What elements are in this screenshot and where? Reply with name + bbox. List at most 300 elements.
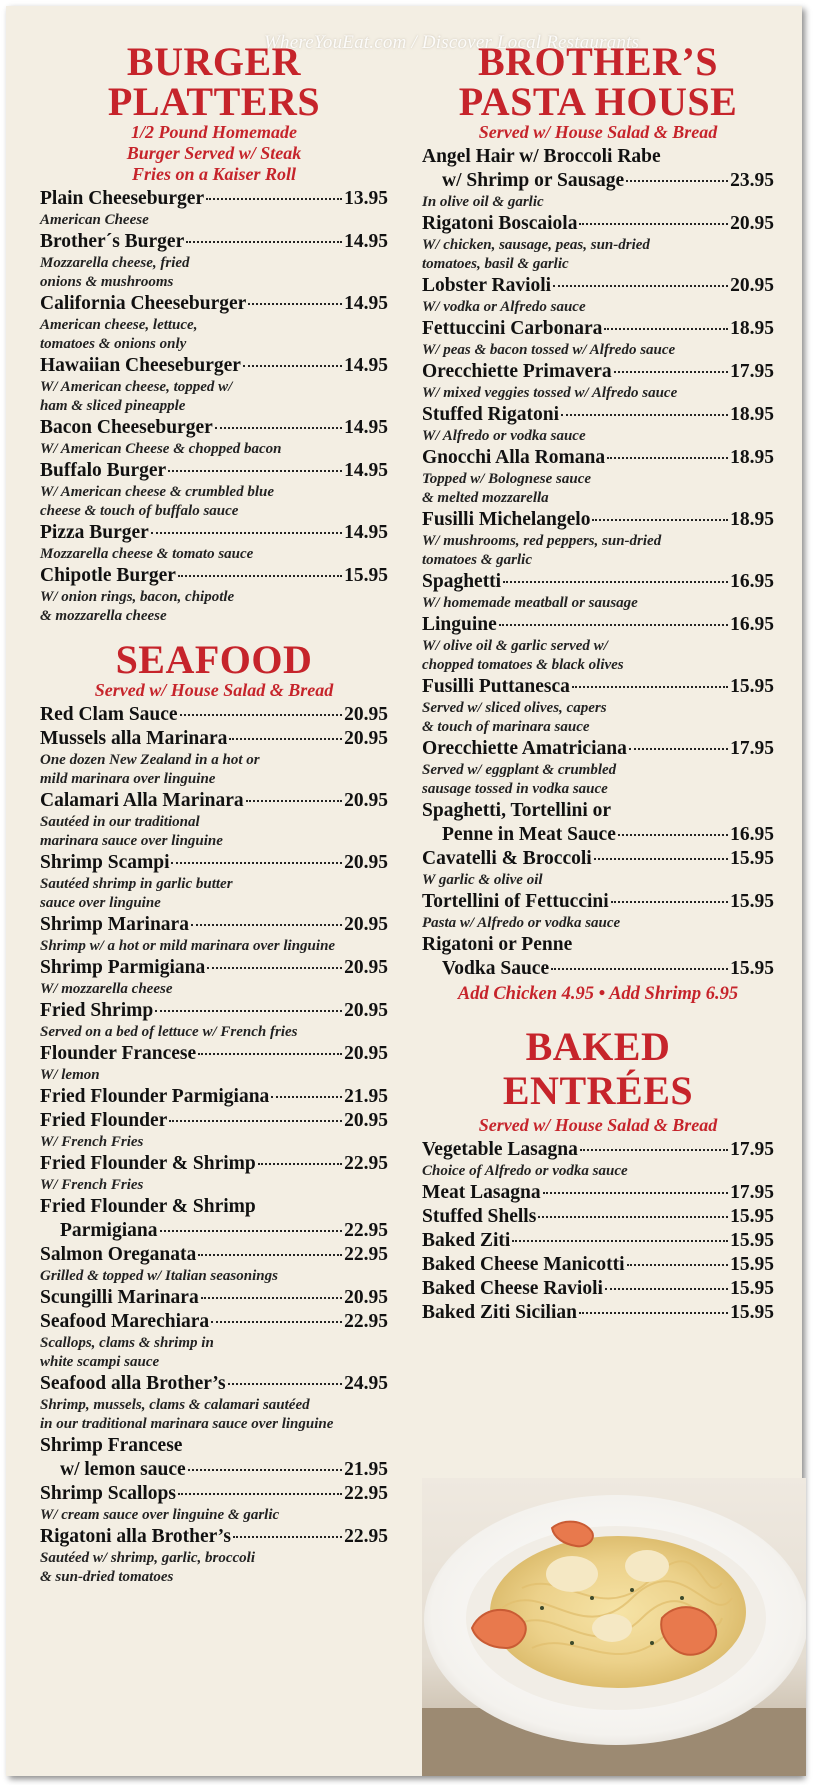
menu-item-name: Rigatoni alla Brother’s — [40, 1526, 232, 1547]
menu-item-name: Penne in Meat Sauce — [442, 824, 616, 845]
menu-item-name: Calamari Alla Marinara — [40, 790, 244, 811]
menu-item-name: Fusilli Puttanesca — [422, 676, 570, 697]
menu-item-name: Shrimp Scampi — [40, 852, 170, 873]
menu-item-price: 15.95 — [730, 958, 774, 979]
menu-item-description: & mozzarella cheese — [40, 608, 167, 624]
menu-item-name: Pizza Burger — [40, 522, 149, 543]
dot-leader — [229, 738, 342, 740]
menu-item-price: 22.95 — [344, 1526, 388, 1547]
dot-leader — [592, 519, 728, 521]
menu-item-description: sauce over linguine — [40, 895, 161, 911]
burger-title-line2: PLATTERS — [107, 79, 321, 124]
menu-item-name: Orecchiette Primavera — [422, 361, 612, 382]
menu-item-description: W/ American cheese, topped w/ — [40, 379, 233, 395]
menu-item-description: W/ onion rings, bacon, chipotle — [40, 589, 235, 605]
menu-item — [40, 230, 388, 292]
menu-item-row — [422, 446, 774, 470]
menu-item-row — [422, 169, 774, 193]
menu-item-price: 20.95 — [730, 213, 774, 234]
menu-item-description: American Cheese — [40, 212, 149, 228]
menu-item-row — [422, 274, 774, 298]
menu-item-description: W/ French Fries — [40, 1177, 144, 1193]
watermark: WhereYouEat.com / Discover Local Restaurants — [264, 32, 640, 53]
dot-leader — [186, 241, 342, 243]
menu-item-description: W/ American cheese & crumbled blue — [40, 484, 275, 500]
menu-item-price: 17.95 — [730, 361, 774, 382]
menu-item-row — [422, 1138, 774, 1162]
right-column — [422, 39, 774, 1325]
menu-item-description: marinara sauce over linguine — [40, 833, 223, 849]
menu-item-name: Baked Cheese Manicotti — [422, 1254, 625, 1275]
menu-item-name: Baked Ziti — [422, 1230, 511, 1251]
menu-item-price: 18.95 — [730, 404, 774, 425]
menu-item-price: 20.95 — [344, 1043, 388, 1064]
menu-item — [422, 212, 774, 274]
menu-item-price: 17.95 — [730, 1182, 774, 1203]
menu-item-description: W/ homemade meatball or sausage — [422, 595, 638, 611]
menu-item-price: 15.95 — [730, 1302, 774, 1323]
menu-item-row — [40, 564, 388, 588]
menu-item-price: 20.95 — [344, 852, 388, 873]
menu-item-name: Baked Ziti Sicilian — [422, 1302, 577, 1323]
menu-item — [422, 1181, 774, 1205]
dot-leader — [168, 470, 342, 472]
menu-item-name: Meat Lasagna — [422, 1182, 541, 1203]
seafood-subtitle: Served w/ House Salad & Bread — [94, 680, 334, 700]
dot-leader — [201, 1297, 342, 1299]
menu-item-name: Fried Shrimp — [40, 1000, 154, 1021]
menu-item-description: W/ French Fries — [40, 1134, 144, 1150]
menu-item-description: Mozzarella cheese, fried — [40, 255, 190, 271]
menu-item-row — [422, 737, 774, 761]
menu-item-row — [422, 890, 774, 914]
menu-item-price: 14.95 — [344, 293, 388, 314]
menu-item-name: California Cheeseburger — [40, 293, 247, 314]
menu-item-price: 14.95 — [344, 355, 388, 376]
menu-item-description: Mozzarella cheese & tomato sauce — [40, 546, 254, 562]
menu-item — [422, 446, 774, 508]
menu-item-description: Served on a bed of lettuce w/ French fries — [40, 1024, 298, 1040]
menu-item-price: 21.95 — [344, 1086, 388, 1107]
menu-item-name: Angel Hair w/ Broccoli Rabe — [422, 146, 661, 167]
menu-item-name-line — [422, 933, 774, 957]
menu-item — [422, 890, 774, 933]
menu-item-price: 20.95 — [344, 704, 388, 725]
dot-leader — [543, 1192, 729, 1194]
menu-item-description: W/ mozzarella cheese — [40, 981, 173, 997]
menu-item — [422, 613, 774, 675]
menu-item-price: 14.95 — [344, 231, 388, 252]
dot-leader — [171, 862, 342, 864]
menu-item-name: Red Clam Sauce — [40, 704, 178, 725]
menu-item-price: 20.95 — [344, 914, 388, 935]
menu-item-description: Served w/ eggplant & crumbled — [422, 762, 617, 778]
menu-item-price: 15.95 — [730, 1254, 774, 1275]
menu-item-name: Mussels alla Marinara — [40, 728, 228, 749]
menu-item — [422, 403, 774, 446]
menu-item-price: 20.95 — [344, 1110, 388, 1131]
menu-item-row — [40, 727, 388, 751]
pasta-extras: Add Chicken 4.95 • Add Shrimp 6.95 — [457, 984, 739, 1004]
dot-leader — [258, 1163, 342, 1165]
menu-item-description: Shrimp w/ a hot or mild marinara over linguine — [40, 938, 336, 954]
dot-leader — [243, 365, 342, 367]
menu-item-row — [40, 187, 388, 211]
menu-item-name: Spaghetti — [422, 571, 502, 592]
menu-item-name: Scungilli Marinara — [40, 1287, 199, 1308]
dot-leader — [169, 1120, 342, 1122]
burger-subtitle-2: Burger Served w/ Steak — [126, 143, 302, 163]
menu-item-description: W/ peas & bacon tossed w/ Alfredo sauce — [422, 342, 676, 358]
pasta-item-list — [422, 145, 774, 981]
dot-leader — [611, 901, 728, 903]
menu-item-name: Parmigiana — [60, 1220, 158, 1241]
burger-subtitle-3: Fries on a Kaiser Roll — [131, 164, 297, 184]
menu-item-row — [422, 823, 774, 847]
menu-item-name: w/ lemon sauce — [60, 1459, 186, 1480]
menu-item-name: Linguine — [422, 614, 497, 635]
menu-item-name: Shrimp Francese — [40, 1435, 183, 1456]
baked-title-line1: BAKED — [525, 1024, 671, 1069]
menu-item-price: 24.95 — [344, 1373, 388, 1394]
menu-item-name: Brother´s Burger — [40, 231, 185, 252]
menu-item-description: Choice of Alfredo or vodka sauce — [422, 1163, 628, 1179]
menu-item — [40, 703, 388, 727]
menu-item — [40, 1152, 388, 1195]
menu-item-row — [422, 508, 774, 532]
menu-item-description: One dozen New Zealand in a hot or — [40, 752, 260, 768]
dot-leader — [618, 834, 728, 836]
dot-leader — [605, 1288, 728, 1290]
dot-leader — [271, 1096, 342, 1098]
menu-item-name: Fried Flounder & Shrimp — [40, 1153, 256, 1174]
menu-item-name: Flounder Francese — [40, 1043, 197, 1064]
menu-item-row — [40, 1152, 388, 1176]
menu-item-name: Rigatoni or Penne — [422, 934, 573, 955]
menu-item-price: 15.95 — [730, 1206, 774, 1227]
menu-item-name: Tortellini of Fettuccini — [422, 891, 609, 912]
dot-leader — [246, 800, 342, 802]
dot-leader — [579, 223, 728, 225]
baked-subtitle: Served w/ House Salad & Bread — [478, 1115, 718, 1135]
menu-item-price: 13.95 — [344, 188, 388, 209]
menu-item-row — [40, 230, 388, 254]
menu-item-price: 14.95 — [344, 522, 388, 543]
menu-item-name: Vegetable Lasagna — [422, 1139, 578, 1160]
menu-item — [422, 1253, 774, 1277]
menu-item-name: Buffalo Burger — [40, 460, 167, 481]
menu-item-description: tomatoes & garlic — [422, 552, 532, 568]
menu-item — [422, 847, 774, 890]
menu-item-description: ham & sliced pineapple — [40, 398, 186, 414]
pasta-shrimp-plate-photo — [422, 1478, 806, 1776]
dot-leader — [580, 1149, 728, 1151]
menu-item-row — [422, 1229, 774, 1253]
menu-item-description: in our traditional marinara sauce over linguine — [40, 1416, 334, 1432]
menu-item-row — [422, 403, 774, 427]
dot-leader — [151, 532, 342, 534]
menu-item-name: Fettuccini Carbonara — [422, 318, 603, 339]
pasta-subtitle: Served w/ House Salad & Bread — [478, 122, 718, 142]
dot-leader — [604, 328, 728, 330]
menu-item-price: 22.95 — [344, 1244, 388, 1265]
menu-item — [40, 1310, 388, 1372]
menu-item-description: Served w/ sliced olives, capers — [422, 700, 607, 716]
menu-item-row — [422, 1205, 774, 1229]
menu-item-price: 14.95 — [344, 460, 388, 481]
menu-item-description: Sautéed in our traditional — [40, 814, 200, 830]
menu-item-row — [40, 1372, 388, 1396]
menu-item — [422, 933, 774, 981]
menu-item — [422, 1301, 774, 1325]
menu-item-description: W/ lemon — [40, 1067, 100, 1083]
menu-item — [40, 459, 388, 521]
menu-item-description: W/ Alfredo or vodka sauce — [422, 428, 586, 444]
menu-item-name: Hawaiian Cheeseburger — [40, 355, 241, 376]
menu-item-row — [40, 1286, 388, 1310]
menu-item — [422, 1229, 774, 1253]
menu-item-row — [422, 957, 774, 981]
dot-leader — [629, 748, 728, 750]
menu-item — [40, 956, 388, 999]
menu-item-name: Shrimp Parmigiana — [40, 957, 206, 978]
menu-item-description: tomatoes, basil & garlic — [422, 256, 569, 272]
seafood-item-list — [40, 703, 388, 1587]
menu-item-row — [40, 354, 388, 378]
menu-item-price: 20.95 — [344, 1000, 388, 1021]
menu-item-row — [40, 521, 388, 545]
menu-item-price: 15.95 — [730, 848, 774, 869]
menu-item-price: 17.95 — [730, 738, 774, 759]
menu-item-row — [40, 1109, 388, 1133]
menu-item-description: Shrimp, mussels, clams & calamari sautéed — [40, 1397, 310, 1413]
menu-item-row — [422, 1181, 774, 1205]
menu-item — [422, 737, 774, 799]
menu-item — [40, 1085, 388, 1109]
menu-item — [40, 1372, 388, 1434]
dot-leader — [607, 457, 728, 459]
menu-item-name: Rigatoni Boscaiola — [422, 213, 578, 234]
menu-page — [6, 6, 802, 1776]
dot-leader — [207, 967, 342, 969]
menu-item-price: 20.95 — [344, 790, 388, 811]
menu-item — [40, 354, 388, 416]
menu-item — [40, 564, 388, 626]
menu-item-price: 18.95 — [730, 447, 774, 468]
dot-leader — [561, 414, 728, 416]
menu-item-description: tomatoes & onions only — [40, 336, 187, 352]
menu-item-price: 17.95 — [730, 1139, 774, 1160]
menu-item — [40, 1286, 388, 1310]
menu-item-name: w/ Shrimp or Sausage — [442, 170, 625, 191]
menu-item-description: & sun-dried tomatoes — [40, 1569, 174, 1585]
menu-item — [422, 675, 774, 737]
menu-item-description: cheese & touch of buffalo sauce — [40, 503, 239, 519]
menu-item — [40, 727, 388, 789]
menu-item — [40, 789, 388, 851]
menu-item-row — [422, 570, 774, 594]
menu-item-name: Stuffed Rigatoni — [422, 404, 560, 425]
menu-item-row — [40, 999, 388, 1023]
dot-leader — [551, 968, 728, 970]
menu-item — [40, 1243, 388, 1286]
menu-item-description: W/ cream sauce over linguine & garlic — [40, 1507, 280, 1523]
menu-item-description: Topped w/ Bolognese sauce — [422, 471, 592, 487]
menu-item-description: W/ mushrooms, red peppers, sun-dried — [422, 533, 662, 549]
dot-leader — [228, 1383, 343, 1385]
menu-item — [40, 1434, 388, 1482]
menu-item-description: W/ chicken, sausage, peas, sun-dried — [422, 237, 650, 253]
dot-leader — [626, 180, 728, 182]
menu-item-row — [422, 1301, 774, 1325]
dot-leader — [215, 427, 342, 429]
burger-item-list — [40, 187, 388, 626]
menu-item-description: white scampi sauce — [40, 1354, 160, 1370]
dot-leader — [614, 371, 728, 373]
menu-item-name: Fusilli Michelangelo — [422, 509, 591, 530]
menu-item-description: Sautéed shrimp in garlic butter — [40, 876, 233, 892]
menu-item — [422, 1205, 774, 1229]
menu-item-price: 21.95 — [344, 1459, 388, 1480]
menu-item-name-line — [422, 145, 774, 169]
menu-item-price: 20.95 — [730, 275, 774, 296]
menu-item-row — [422, 317, 774, 341]
menu-item-price: 22.95 — [344, 1220, 388, 1241]
menu-item — [40, 292, 388, 354]
menu-item-name: Spaghetti, Tortellini or — [422, 800, 612, 821]
dot-leader — [627, 1264, 729, 1266]
menu-item-price: 16.95 — [730, 571, 774, 592]
menu-item-price: 15.95 — [730, 891, 774, 912]
seafood-title: SEAFOOD — [115, 637, 313, 682]
menu-item-description: Grilled & topped w/ Italian seasonings — [40, 1268, 278, 1284]
menu-item-name: Orecchiette Amatriciana — [422, 738, 627, 759]
menu-item-description: chopped tomatoes & black olives — [422, 657, 624, 673]
menu-item-price: 14.95 — [344, 417, 388, 438]
menu-item-price: 16.95 — [730, 824, 774, 845]
dot-leader — [206, 198, 342, 200]
menu-item-name: Baked Cheese Ravioli — [422, 1278, 603, 1299]
food-photo-illustration — [422, 1478, 806, 1776]
menu-item-description: Scallops, clams & shrimp in — [40, 1335, 214, 1351]
menu-item — [40, 999, 388, 1042]
menu-item-name: Vodka Sauce — [442, 958, 550, 979]
menu-item-name: Chipotle Burger — [40, 565, 176, 586]
dot-leader — [553, 285, 728, 287]
menu-item-name: Seafood alla Brother’s — [40, 1373, 226, 1394]
menu-item-price: 16.95 — [730, 614, 774, 635]
dot-leader — [211, 1321, 342, 1323]
menu-item-name: Shrimp Marinara — [40, 914, 189, 935]
dot-leader — [160, 1230, 343, 1232]
menu-item-row — [422, 847, 774, 871]
menu-item-row — [422, 1253, 774, 1277]
dot-leader — [538, 1216, 728, 1218]
dot-leader — [248, 303, 342, 305]
menu-item-price: 20.95 — [344, 728, 388, 749]
menu-item-row — [40, 1042, 388, 1066]
menu-item — [422, 799, 774, 847]
menu-item-price: 15.95 — [730, 1230, 774, 1251]
menu-item — [40, 1525, 388, 1587]
dot-leader — [499, 624, 728, 626]
menu-item-name: Fried Flounder — [40, 1110, 168, 1131]
dot-leader — [178, 575, 342, 577]
dot-leader — [198, 1254, 342, 1256]
menu-item-row — [40, 1243, 388, 1267]
menu-item-name: Fried Flounder & Shrimp — [40, 1196, 256, 1217]
menu-item-description: W/ vodka or Alfredo sauce — [422, 299, 586, 315]
menu-item-price: 22.95 — [344, 1483, 388, 1504]
menu-item-name-line — [40, 1195, 388, 1219]
menu-item-row — [40, 1219, 388, 1243]
menu-item-description: & touch of marinara sauce — [422, 719, 590, 735]
menu-item-price: 15.95 — [730, 676, 774, 697]
menu-item-name: Gnocchi Alla Romana — [422, 447, 606, 468]
menu-item-description: W/ mixed veggies tossed w/ Alfredo sauce — [422, 385, 678, 401]
menu-item — [40, 1195, 388, 1243]
menu-item-row — [40, 416, 388, 440]
menu-item — [422, 1277, 774, 1301]
left-column — [40, 39, 388, 1587]
menu-item — [40, 416, 388, 459]
menu-item-description: W/ American Cheese & chopped bacon — [40, 441, 282, 457]
menu-item-price: 22.95 — [344, 1153, 388, 1174]
menu-item-name: Lobster Ravioli — [422, 275, 552, 296]
menu-item-description: W/ olive oil & garlic served w/ — [422, 638, 608, 654]
menu-item — [422, 570, 774, 613]
menu-item-name: Shrimp Scallops — [40, 1483, 176, 1504]
menu-item-description: Sautéed w/ shrimp, garlic, broccoli — [40, 1550, 256, 1566]
menu-item-name: Cavatelli & Broccoli — [422, 848, 592, 869]
menu-item-row — [40, 913, 388, 937]
menu-item-name-line — [422, 799, 774, 823]
menu-item — [422, 317, 774, 360]
dot-leader — [188, 1469, 342, 1471]
menu-item — [40, 851, 388, 913]
baked-item-list — [422, 1138, 774, 1325]
menu-item-row — [40, 1525, 388, 1549]
menu-item-row — [40, 1310, 388, 1334]
menu-item — [40, 1042, 388, 1085]
menu-item-price: 22.95 — [344, 1311, 388, 1332]
menu-item-name: Stuffed Shells — [422, 1206, 537, 1227]
menu-item-row — [40, 292, 388, 316]
dot-leader — [233, 1536, 342, 1538]
menu-item-row — [422, 360, 774, 384]
menu-item-price: 15.95 — [344, 565, 388, 586]
menu-item-row — [40, 1482, 388, 1506]
dot-leader — [594, 858, 728, 860]
menu-item-price: 18.95 — [730, 509, 774, 530]
menu-item-description: W garlic & olive oil — [422, 872, 543, 888]
menu-item-price: 18.95 — [730, 318, 774, 339]
dot-leader — [155, 1010, 342, 1012]
menu-item-row — [40, 1085, 388, 1109]
menu-item-description: onions & mushrooms — [40, 274, 174, 290]
menu-item-row — [40, 703, 388, 727]
menu-item — [40, 1482, 388, 1525]
menu-item-row — [40, 789, 388, 813]
menu-item — [40, 187, 388, 230]
menu-item-price: 20.95 — [344, 957, 388, 978]
pasta-title-line1: BROTHER’S — [477, 39, 719, 84]
menu-item-description: sausage tossed in vodka sauce — [422, 781, 608, 797]
menu-item-price: 23.95 — [730, 170, 774, 191]
menu-item-row — [422, 613, 774, 637]
menu-item-row — [40, 1458, 388, 1482]
dot-leader — [180, 714, 343, 716]
